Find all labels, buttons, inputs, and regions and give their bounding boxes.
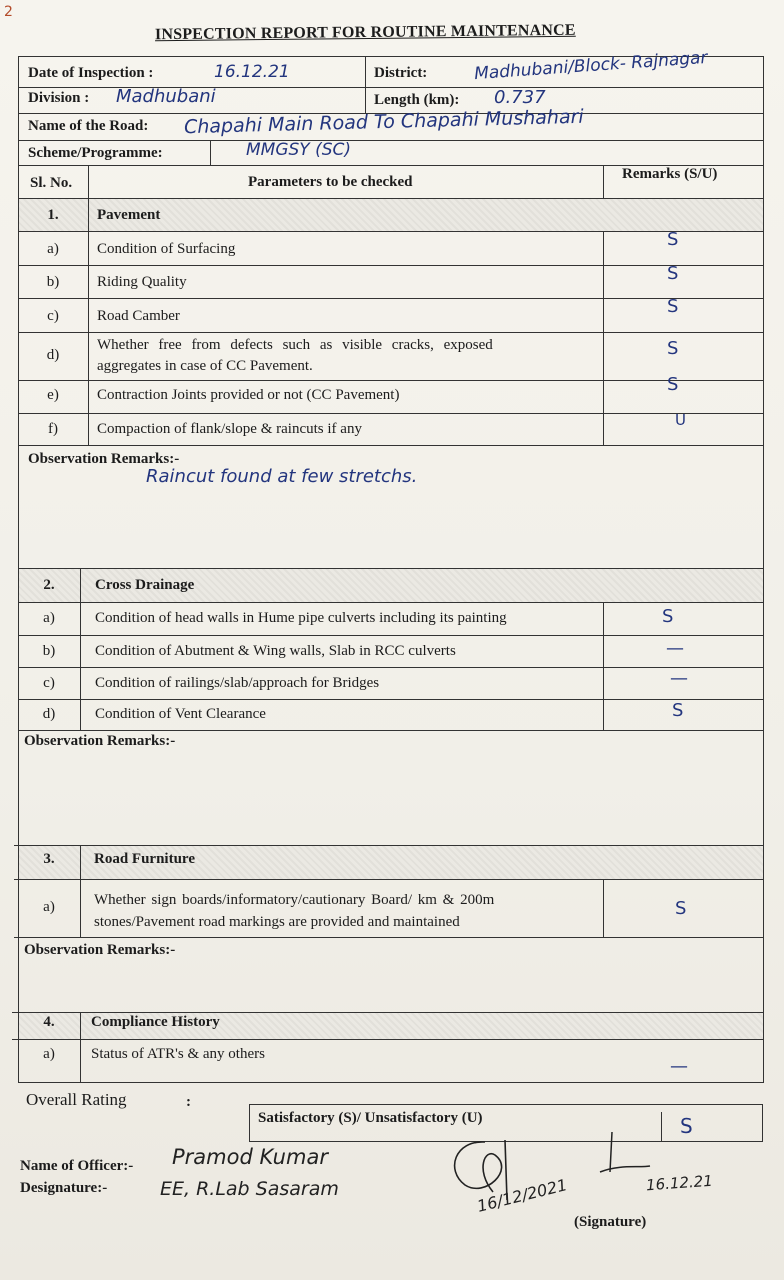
table-row-param: Condition of Surfacing <box>97 241 236 257</box>
overall-rating-colon: : <box>186 1094 191 1110</box>
table-row-param-line2: stones/Pavement road markings are provided and maintained <box>94 914 460 930</box>
table-row-sl: c) <box>47 308 59 324</box>
table-row-sl: a) <box>43 1046 55 1062</box>
table-row-param: Status of ATR's & any others <box>91 1046 265 1062</box>
col-param-header: Parameters to be checked <box>248 174 413 190</box>
rating-value: S <box>680 1114 693 1138</box>
table-row-param: Compaction of flank/slope & raincuts if any <box>97 421 362 437</box>
section-4-title: Compliance History <box>91 1014 220 1030</box>
length-label: Length (km): <box>374 92 460 108</box>
sign-date-1: 16/12/2021 <box>475 1175 570 1216</box>
table-row-param: Condition of Abutment & Wing walls, Slab in RCC culverts <box>95 643 456 659</box>
table-row-sl: a) <box>43 610 55 626</box>
table-row-param-line1: Whether sign boards/informatory/cautionary Board/ km & 200m <box>94 892 495 908</box>
date-label: Date of Inspection : <box>28 65 154 81</box>
col-remarks-header: Remarks (S/U) <box>622 166 718 182</box>
observation-label: Observation Remarks:- <box>28 451 180 467</box>
date-value: 16.12.21 <box>214 62 290 82</box>
section-2-title: Cross Drainage <box>95 577 195 593</box>
table-row-remark: S <box>672 700 684 721</box>
district-label: District: <box>374 65 428 81</box>
table-row-remark: S <box>662 606 674 627</box>
officer-label: Name of Officer:- <box>20 1158 134 1174</box>
sign-date-2: 16.12.21 <box>645 1171 714 1195</box>
scheme-value: MMGSY (SC) <box>246 140 352 160</box>
road-value: Chapahi Main Road To Chapahi Mushahari <box>183 105 584 139</box>
table-row-remark: S <box>667 229 679 250</box>
table-row-param: Condition of head walls in Hume pipe culverts including its painting <box>95 610 507 626</box>
rating-option: Satisfactory (S)/ Unsatisfactory (U) <box>258 1110 483 1126</box>
overall-rating-label: Overall Rating <box>26 1090 127 1109</box>
observation-remark: Raincut found at few stretchs. <box>146 466 418 487</box>
section-1-title: Pavement <box>97 207 161 223</box>
section-4-num: 4. <box>43 1014 55 1030</box>
table-row-sl: d) <box>42 706 56 722</box>
length-value: 0.737 <box>494 87 546 108</box>
officer-value: Pramod Kumar <box>172 1145 328 1169</box>
table-row-sl: d) <box>46 347 60 363</box>
table-row-remark: S <box>667 263 679 284</box>
signature-label: (Signature) <box>574 1214 647 1230</box>
table-row-sl: a) <box>47 241 59 257</box>
district-value: Madhubani/Block- Rajnagar <box>473 47 709 85</box>
designature-value: EE, R.Lab Sasaram <box>160 1178 339 1200</box>
section-3-title: Road Furniture <box>94 851 195 867</box>
table-row-param: Contraction Joints provided or not (CC Pavement) <box>97 387 400 403</box>
table-row-sl: e) <box>47 387 59 403</box>
division-label: Division : <box>28 90 90 106</box>
division-value: Madhubani <box>116 86 216 107</box>
observation-label: Observation Remarks:- <box>24 733 176 749</box>
page-corner-mark: 2 <box>4 4 13 20</box>
table-row-param-line2: aggregates in case of CC Pavement. <box>97 358 313 374</box>
road-label: Name of the Road: <box>28 118 149 134</box>
table-row-remark: — <box>666 638 684 659</box>
section-1-num: 1. <box>47 207 59 223</box>
table-row-remark: S <box>667 296 679 317</box>
table-row-sl: c) <box>43 675 55 691</box>
table-row-param: Road Camber <box>97 308 180 324</box>
initials-scribble <box>590 1128 660 1188</box>
table-row-remark: S <box>667 374 679 395</box>
table-row-remark: S <box>675 898 687 919</box>
table-row-sl: f) <box>48 421 58 437</box>
table-row-param: Riding Quality <box>97 274 187 290</box>
designature-label: Designature:- <box>20 1180 108 1196</box>
table-row-sl: b) <box>46 274 60 290</box>
table-row-param-line1: Whether free from defects such as visible cracks, exposed <box>97 337 493 353</box>
table-row-remark: — <box>670 1056 688 1077</box>
table-row-param: Condition of railings/slab/approach for Bridges <box>95 675 380 691</box>
table-row-param: Condition of Vent Clearance <box>95 706 266 722</box>
section-2-num: 2. <box>43 577 55 593</box>
scheme-label: Scheme/Programme: <box>28 145 163 161</box>
table-row-sl: a) <box>43 899 55 915</box>
table-row-remark: U <box>675 411 686 429</box>
document-title: INSPECTION REPORT FOR ROUTINE MAINTENANCE <box>154 21 576 44</box>
table-row-remark: S <box>667 338 679 359</box>
section-3-num: 3. <box>43 851 55 867</box>
col-sl-header: Sl. No. <box>30 175 73 191</box>
table-row-sl: b) <box>42 643 56 659</box>
observation-label: Observation Remarks:- <box>24 942 176 958</box>
table-row-remark: — <box>670 668 688 689</box>
